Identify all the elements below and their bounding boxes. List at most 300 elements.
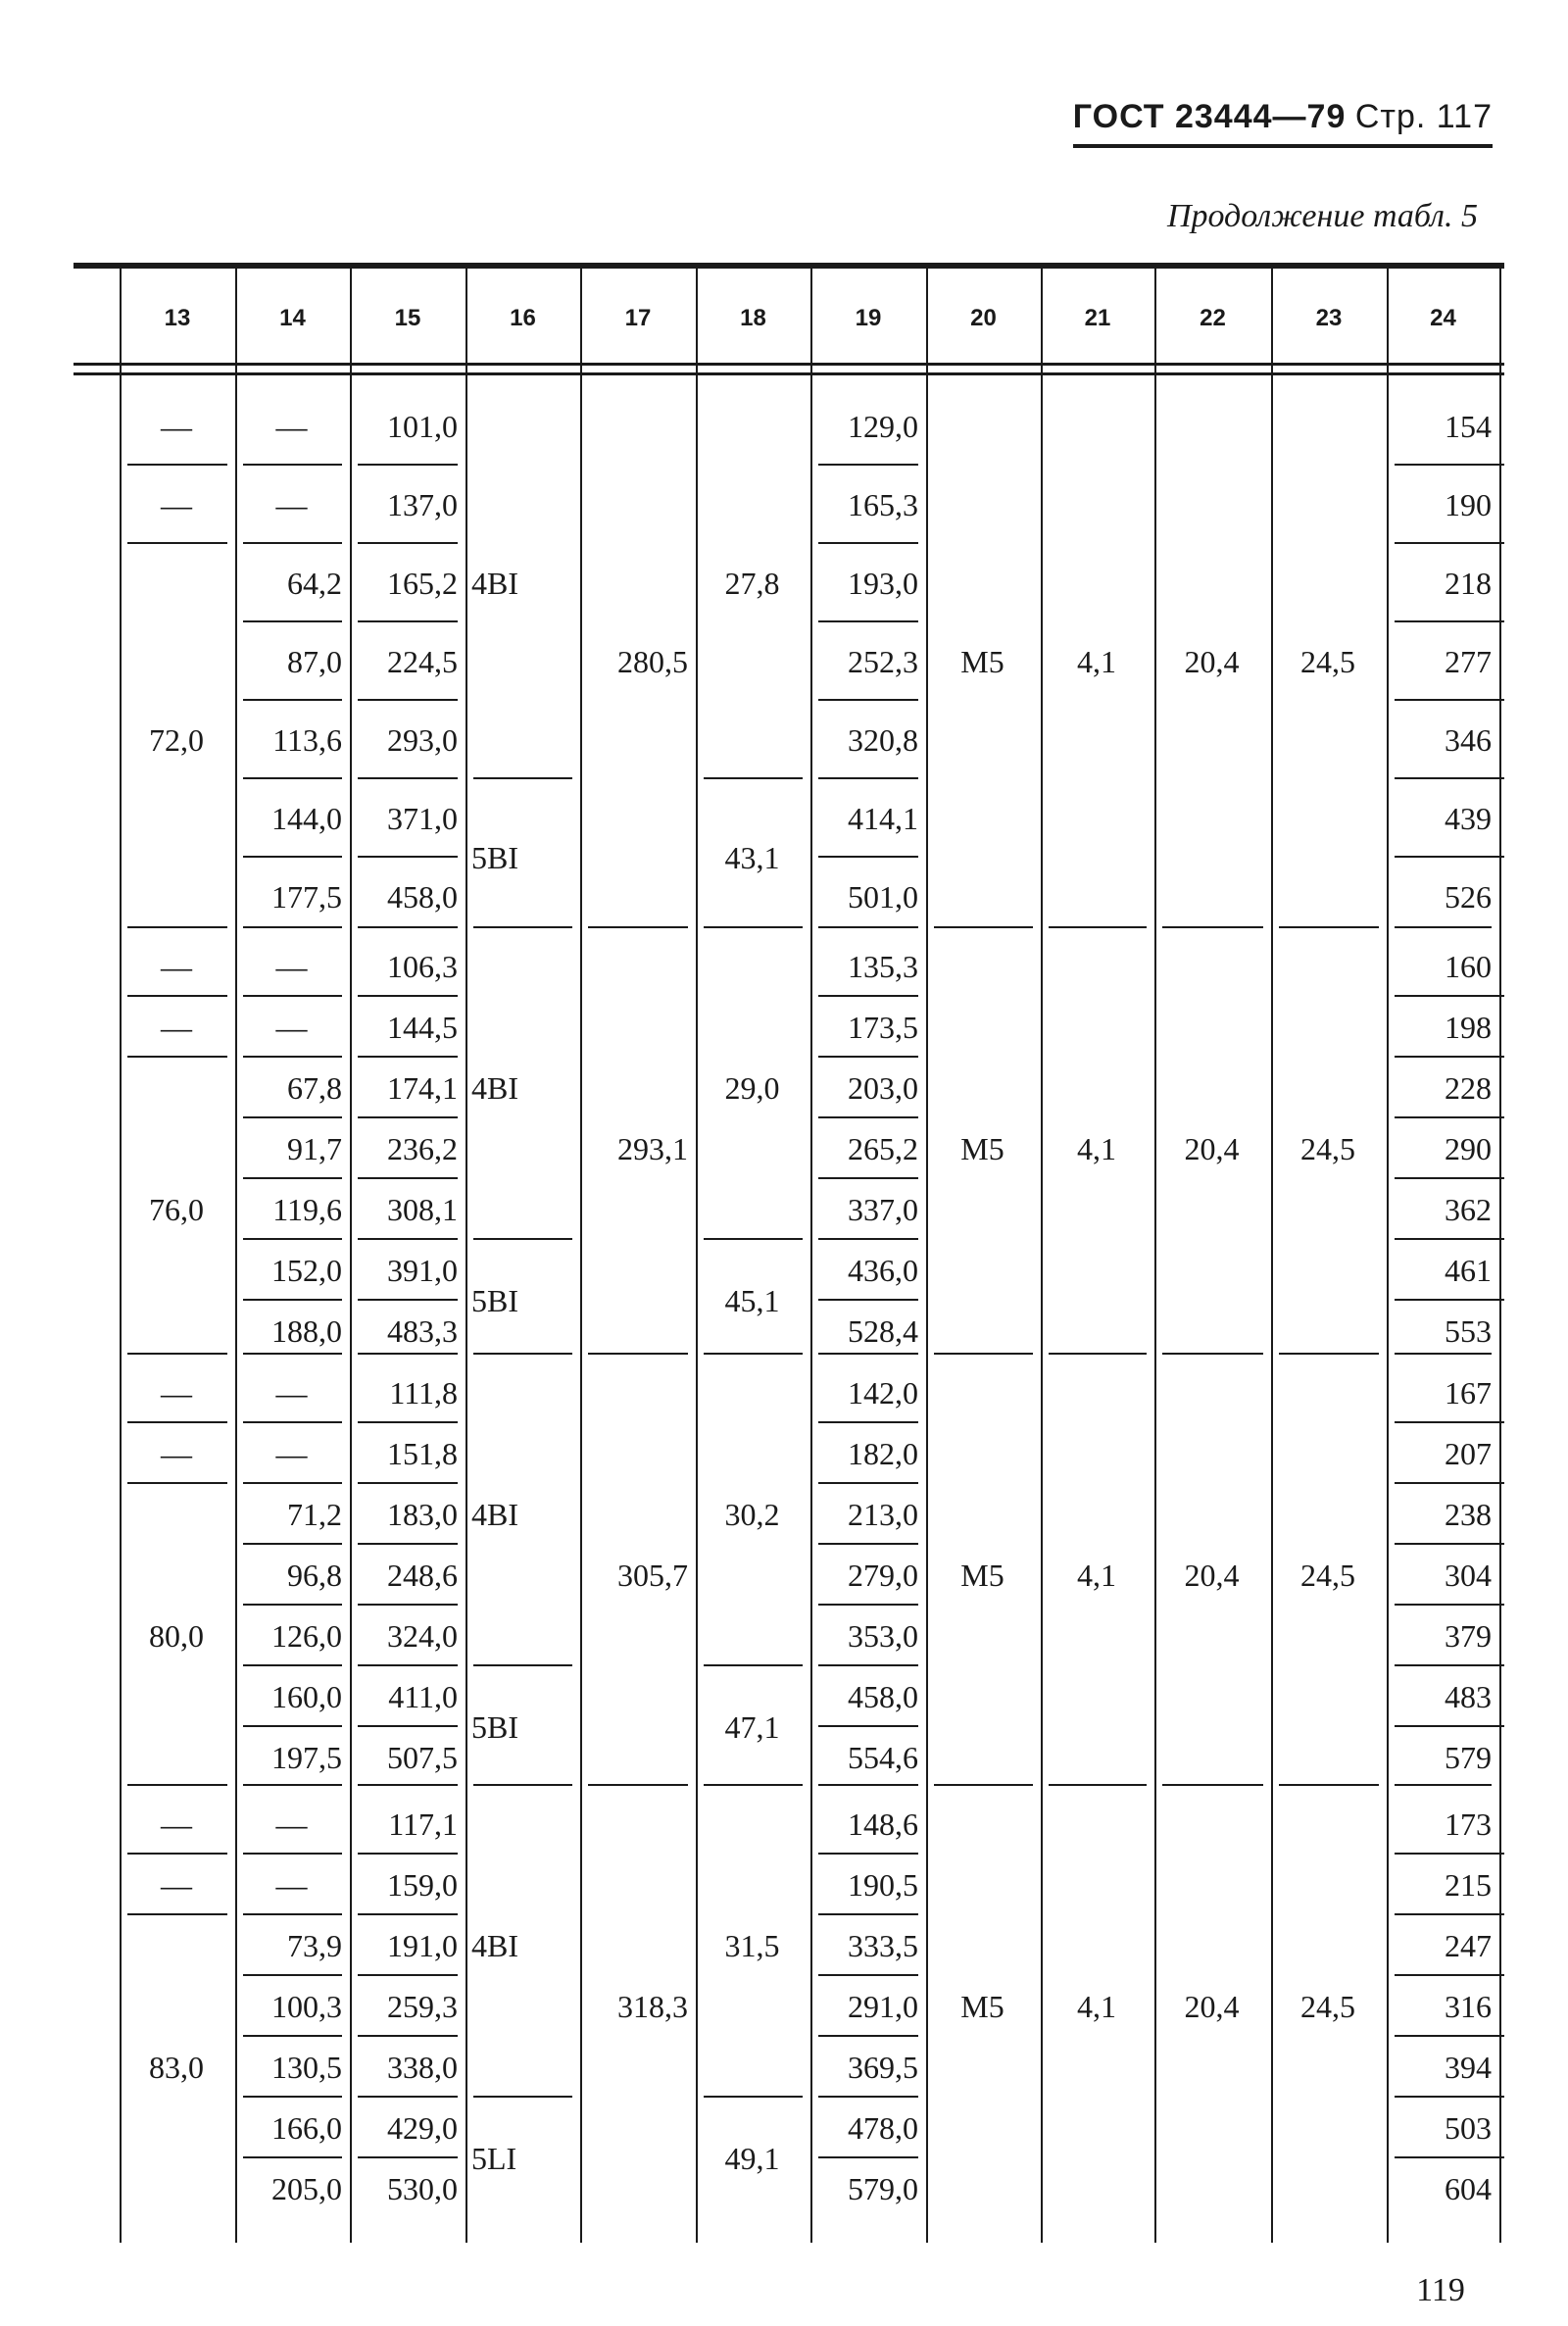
row-rule [1395, 777, 1504, 779]
col21-cell: 4,1 [1077, 1558, 1116, 1593]
row-rule [243, 856, 342, 858]
col14-cell: 152,0 [271, 1253, 342, 1288]
row-rule [1395, 2096, 1504, 2098]
col15-cell: 106,3 [387, 949, 458, 984]
row-rule [1279, 1784, 1379, 1786]
col24-cell: 304 [1445, 1558, 1492, 1593]
row-rule [243, 1482, 342, 1484]
col24-cell: 483 [1445, 1679, 1492, 1714]
row-rule [243, 995, 342, 997]
column-header: 13 [164, 305, 191, 331]
col17-cell: 280,5 [617, 644, 688, 679]
column-rule [120, 263, 122, 2243]
column-header: 23 [1315, 305, 1343, 331]
row-rule [127, 464, 227, 466]
row-rule [818, 699, 918, 701]
row-rule [473, 2096, 572, 2098]
row-rule [243, 620, 342, 622]
row-rule [818, 2156, 918, 2158]
col24-cell: 316 [1445, 1989, 1492, 2024]
col19-cell: 369,5 [848, 2050, 918, 2085]
col14-cell: 100,3 [271, 1989, 342, 2024]
col14-cell: 113,6 [272, 722, 342, 758]
col14-cell: 166,0 [271, 2110, 342, 2146]
row-rule [1395, 1353, 1492, 1355]
table-top-rule [74, 263, 1504, 269]
col15-cell: 111,8 [389, 1375, 458, 1410]
col18-cell: 47,1 [724, 1709, 780, 1745]
row-rule [358, 1913, 458, 1915]
row-rule [1395, 1604, 1504, 1606]
row-rule [704, 1353, 803, 1355]
column-rule [466, 263, 467, 2243]
col19-cell: 203,0 [848, 1070, 918, 1106]
row-rule [1162, 1784, 1263, 1786]
row-rule [818, 1421, 918, 1423]
col23-cell: 24,5 [1300, 1558, 1355, 1593]
row-rule [358, 1177, 458, 1179]
row-rule [818, 1299, 918, 1301]
col15-cell: 165,2 [387, 566, 458, 601]
col19-cell: 135,3 [848, 949, 918, 984]
col14-cell: 188,0 [271, 1313, 342, 1349]
row-rule [243, 1299, 342, 1301]
col15-cell: 174,1 [387, 1070, 458, 1106]
row-rule [127, 995, 227, 997]
row-rule [243, 699, 342, 701]
row-rule [1049, 926, 1147, 928]
col19-cell: 291,0 [848, 1989, 918, 2024]
row-rule [1395, 1913, 1504, 1915]
row-rule [1395, 1853, 1504, 1855]
col19-cell: 353,0 [848, 1618, 918, 1654]
row-rule [1395, 995, 1504, 997]
row-rule [358, 1543, 458, 1545]
col19-cell: 173,5 [848, 1010, 918, 1045]
col15-cell: 259,3 [387, 1989, 458, 2024]
column-header: 15 [394, 305, 421, 331]
col14-cell: — [275, 1436, 308, 1471]
row-rule [358, 1853, 458, 1855]
col14-cell: 126,0 [271, 1618, 342, 1654]
row-rule [818, 620, 918, 622]
col21-cell: 4,1 [1077, 644, 1116, 679]
row-rule [127, 1056, 227, 1058]
col19-cell: 190,5 [848, 1867, 918, 1903]
col14-cell: 64,2 [287, 566, 342, 601]
row-rule [358, 1664, 458, 1666]
row-rule [818, 1604, 918, 1606]
col14-cell: 71,2 [287, 1497, 342, 1532]
row-rule [127, 1913, 227, 1915]
col20-cell: M5 [960, 644, 1004, 679]
column-header: 16 [510, 305, 536, 331]
col19-cell: 579,0 [848, 2171, 918, 2206]
col24-cell: 198 [1445, 1010, 1492, 1045]
col14-cell: 197,5 [271, 1740, 342, 1775]
row-rule [127, 1853, 227, 1855]
row-rule [243, 1543, 342, 1545]
col15-cell: 458,0 [387, 879, 458, 915]
row-rule [243, 2156, 342, 2158]
row-rule [818, 2096, 918, 2098]
row-rule [1395, 2035, 1504, 2037]
row-rule [818, 856, 918, 858]
standard-number: ГОСТ 23444—79 [1072, 98, 1347, 135]
row-rule [358, 1974, 458, 1976]
column-header: 19 [855, 305, 882, 331]
col14-cell: 177,5 [271, 879, 342, 915]
row-rule [358, 1116, 458, 1118]
row-rule [1395, 1784, 1492, 1786]
row-rule [1395, 1238, 1504, 1240]
col14-cell: 160,0 [271, 1679, 342, 1714]
row-rule [1049, 1353, 1147, 1355]
col15-cell: 101,0 [387, 409, 458, 444]
row-rule [1395, 464, 1504, 466]
dash-cell: — [161, 1436, 192, 1471]
row-rule [818, 1056, 918, 1058]
col18-cell: 29,0 [724, 1070, 780, 1106]
col19-cell: 193,0 [848, 566, 918, 601]
col19-cell: 279,0 [848, 1558, 918, 1593]
row-rule [1395, 1664, 1504, 1666]
col17-cell: 318,3 [617, 1989, 688, 2024]
col19-cell: 148,6 [848, 1806, 918, 1842]
row-rule [243, 1784, 342, 1786]
row-rule [1395, 926, 1492, 928]
row-rule [243, 464, 342, 466]
row-rule [243, 1421, 342, 1423]
column-rule [926, 263, 928, 2243]
col24-cell: 394 [1445, 2050, 1492, 2085]
row-rule [358, 777, 458, 779]
row-rule [818, 1238, 918, 1240]
col20-cell: M5 [960, 1131, 1004, 1166]
column-rule [235, 263, 237, 2243]
column-rule [1154, 263, 1156, 2243]
col15-cell: 159,0 [387, 1867, 458, 1903]
row-rule [818, 1353, 918, 1355]
column-rule [1041, 263, 1043, 2243]
row-rule [1162, 926, 1263, 928]
col24-cell: 503 [1445, 2110, 1492, 2146]
row-rule [818, 926, 918, 928]
col18-cell: 31,5 [724, 1928, 780, 1963]
col24-cell: 439 [1445, 801, 1492, 836]
col14-cell: 144,0 [271, 801, 342, 836]
diameter-cell: 76,0 [149, 1192, 204, 1227]
row-rule [127, 1353, 227, 1355]
col19-cell: 182,0 [848, 1436, 918, 1471]
row-rule [358, 2156, 458, 2158]
col24-cell: 346 [1445, 722, 1492, 758]
col19-cell: 337,0 [848, 1192, 918, 1227]
col15-cell: 338,0 [387, 2050, 458, 2085]
col14-cell: — [275, 1375, 308, 1410]
row-rule [127, 1482, 227, 1484]
diameter-cell: 72,0 [149, 722, 204, 758]
row-rule [818, 2035, 918, 2037]
col14-cell: 96,8 [287, 1558, 342, 1593]
col14-cell: — [275, 1806, 308, 1842]
col19-cell: 265,2 [848, 1131, 918, 1166]
row-rule [358, 1353, 458, 1355]
row-rule [818, 1725, 918, 1727]
column-rule [1499, 263, 1501, 2243]
row-rule [1162, 1353, 1263, 1355]
row-rule [127, 542, 227, 544]
col24-cell: 215 [1445, 1867, 1492, 1903]
row-rule [473, 777, 572, 779]
col22-cell: 20,4 [1184, 1989, 1240, 2024]
col24-cell: 228 [1445, 1070, 1492, 1106]
col22-cell: 20,4 [1184, 1131, 1240, 1166]
col14-cell: — [275, 1010, 308, 1045]
row-rule [358, 1725, 458, 1727]
row-rule [704, 1664, 803, 1666]
col15-cell: 293,0 [387, 722, 458, 758]
col24-cell: 553 [1445, 1313, 1492, 1349]
col24-cell: 461 [1445, 1253, 1492, 1288]
row-rule [588, 1784, 688, 1786]
row-rule [358, 1238, 458, 1240]
thread-type-cell: 4BI [471, 1497, 518, 1532]
col18-cell: 43,1 [724, 840, 780, 875]
col21-cell: 4,1 [1077, 1989, 1116, 2024]
col15-cell: 248,6 [387, 1558, 458, 1593]
row-rule [473, 926, 572, 928]
col15-cell: 324,0 [387, 1618, 458, 1654]
col19-cell: 333,5 [848, 1928, 918, 1963]
row-rule [358, 1784, 458, 1786]
row-rule [1395, 1421, 1504, 1423]
col24-cell: 526 [1445, 879, 1492, 915]
row-rule [704, 1784, 803, 1786]
thread-type-cell: 4BI [471, 1070, 518, 1106]
col14-cell: 119,6 [272, 1192, 342, 1227]
dash-cell: — [161, 1867, 192, 1903]
row-rule [358, 1056, 458, 1058]
column-rule [810, 263, 812, 2243]
row-rule [358, 856, 458, 858]
row-rule [358, 1604, 458, 1606]
col14-cell: 87,0 [287, 644, 342, 679]
col23-cell: 24,5 [1300, 644, 1355, 679]
col24-cell: 173 [1445, 1806, 1492, 1842]
row-rule [358, 464, 458, 466]
col24-cell: 362 [1445, 1192, 1492, 1227]
row-rule [818, 1974, 918, 1976]
row-rule [127, 1784, 227, 1786]
row-rule [243, 926, 342, 928]
row-rule [818, 1482, 918, 1484]
col19-cell: 554,6 [848, 1740, 918, 1775]
dash-cell: — [161, 1375, 192, 1410]
row-rule [704, 1238, 803, 1240]
row-rule [1395, 1116, 1504, 1118]
row-rule [358, 620, 458, 622]
col15-cell: 236,2 [387, 1131, 458, 1166]
col22-cell: 20,4 [1184, 644, 1240, 679]
column-rule [580, 263, 582, 2243]
row-rule [358, 2096, 458, 2098]
col15-cell: 144,5 [387, 1010, 458, 1045]
row-rule [1395, 620, 1504, 622]
column-rule [1271, 263, 1273, 2243]
col19-cell: 129,0 [848, 409, 918, 444]
row-rule [243, 1664, 342, 1666]
row-rule [358, 1421, 458, 1423]
col19-cell: 165,3 [848, 487, 918, 522]
col15-cell: 191,0 [387, 1928, 458, 1963]
row-rule [243, 1853, 342, 1855]
row-rule [818, 1913, 918, 1915]
dash-cell: — [161, 1010, 192, 1045]
dash-cell: — [161, 949, 192, 984]
col14-cell: 205,0 [271, 2171, 342, 2206]
col14-cell: — [275, 409, 308, 444]
table-continuation-label: Продолжение табл. 5 [1166, 198, 1478, 234]
row-rule [243, 2096, 342, 2098]
dash-cell: — [161, 487, 192, 522]
page-header [1073, 98, 1493, 148]
diameter-cell: 83,0 [149, 2050, 204, 2085]
col24-cell: 379 [1445, 1618, 1492, 1654]
row-rule [1395, 542, 1504, 544]
row-rule [1395, 699, 1504, 701]
col24-cell: 238 [1445, 1497, 1492, 1532]
col15-cell: 137,0 [387, 487, 458, 522]
column-header: 14 [279, 305, 306, 331]
col15-cell: 371,0 [387, 801, 458, 836]
row-rule [358, 995, 458, 997]
col22-cell: 20,4 [1184, 1558, 1240, 1593]
page-number: 119 [1416, 2272, 1465, 2308]
row-rule [243, 1725, 342, 1727]
col23-cell: 24,5 [1300, 1989, 1355, 2024]
row-rule [243, 777, 342, 779]
col24-cell: 207 [1445, 1436, 1492, 1471]
row-rule [818, 1116, 918, 1118]
col14-cell: — [275, 1867, 308, 1903]
col15-cell: 308,1 [387, 1192, 458, 1227]
row-rule [818, 464, 918, 466]
col15-cell: 117,1 [388, 1806, 458, 1842]
col24-cell: 218 [1445, 566, 1492, 601]
row-rule [818, 1784, 918, 1786]
row-rule [1395, 856, 1504, 858]
col15-cell: 151,8 [387, 1436, 458, 1471]
row-rule [1279, 1353, 1379, 1355]
row-rule [934, 1353, 1033, 1355]
row-rule [243, 1177, 342, 1179]
row-rule [704, 926, 803, 928]
row-rule [473, 1784, 572, 1786]
dash-cell: — [161, 409, 192, 444]
thread-type-cell: 5BI [471, 1709, 518, 1745]
col15-cell: 530,0 [387, 2171, 458, 2206]
row-rule [243, 1604, 342, 1606]
col21-cell: 4,1 [1077, 1131, 1116, 1166]
col24-cell: 277 [1445, 644, 1492, 679]
row-rule [243, 1238, 342, 1240]
col14-cell: 67,8 [287, 1070, 342, 1106]
column-rule [696, 263, 698, 2243]
col14-cell: 130,5 [271, 2050, 342, 2085]
header-bottom-rule [74, 363, 1504, 366]
col15-cell: 507,5 [387, 1740, 458, 1775]
col24-cell: 247 [1445, 1928, 1492, 1963]
thread-type-cell: 4BI [471, 1928, 518, 1963]
row-rule [243, 1056, 342, 1058]
col18-cell: 45,1 [724, 1283, 780, 1318]
row-rule [1395, 1974, 1504, 1976]
column-header: 24 [1430, 305, 1456, 331]
row-rule [818, 542, 918, 544]
col24-cell: 154 [1445, 409, 1492, 444]
col15-cell: 224,5 [387, 644, 458, 679]
col19-cell: 414,1 [848, 801, 918, 836]
col15-cell: 183,0 [387, 1497, 458, 1532]
row-rule [243, 1913, 342, 1915]
row-rule [243, 1974, 342, 1976]
column-header: 20 [970, 305, 997, 331]
col20-cell: M5 [960, 1558, 1004, 1593]
row-rule [358, 699, 458, 701]
col15-cell: 429,0 [387, 2110, 458, 2146]
col19-cell: 320,8 [848, 722, 918, 758]
column-header: 18 [740, 305, 766, 331]
row-rule [704, 2096, 803, 2098]
thread-type-cell: 5LI [471, 2141, 517, 2176]
row-rule [243, 1353, 342, 1355]
row-rule [473, 1238, 572, 1240]
col19-cell: 436,0 [848, 1253, 918, 1288]
header-bottom-rule-double [74, 372, 1504, 375]
row-rule [1049, 1784, 1147, 1786]
row-rule [1395, 1725, 1504, 1727]
row-rule [818, 1177, 918, 1179]
diameter-cell: 80,0 [149, 1618, 204, 1654]
col17-cell: 305,7 [617, 1558, 688, 1593]
col14-cell: — [275, 487, 308, 522]
row-rule [358, 542, 458, 544]
row-rule [243, 2035, 342, 2037]
column-header: 21 [1084, 305, 1111, 331]
column-rule [1387, 263, 1389, 2243]
col20-cell: M5 [960, 1989, 1004, 2024]
row-rule [1395, 1056, 1504, 1058]
col19-cell: 478,0 [848, 2110, 918, 2146]
row-rule [473, 1353, 572, 1355]
row-rule [1395, 1299, 1504, 1301]
row-rule [818, 1543, 918, 1545]
row-rule [934, 1784, 1033, 1786]
thread-type-cell: 4BI [471, 566, 518, 601]
col14-cell: — [275, 949, 308, 984]
row-rule [818, 777, 918, 779]
row-rule [358, 926, 458, 928]
row-rule [588, 926, 688, 928]
col14-cell: 91,7 [287, 1131, 342, 1166]
col24-cell: 167 [1445, 1375, 1492, 1410]
row-rule [1279, 926, 1379, 928]
thread-type-cell: 5BI [471, 1283, 518, 1318]
col15-cell: 391,0 [387, 1253, 458, 1288]
row-rule [818, 1853, 918, 1855]
col24-cell: 604 [1445, 2171, 1492, 2206]
